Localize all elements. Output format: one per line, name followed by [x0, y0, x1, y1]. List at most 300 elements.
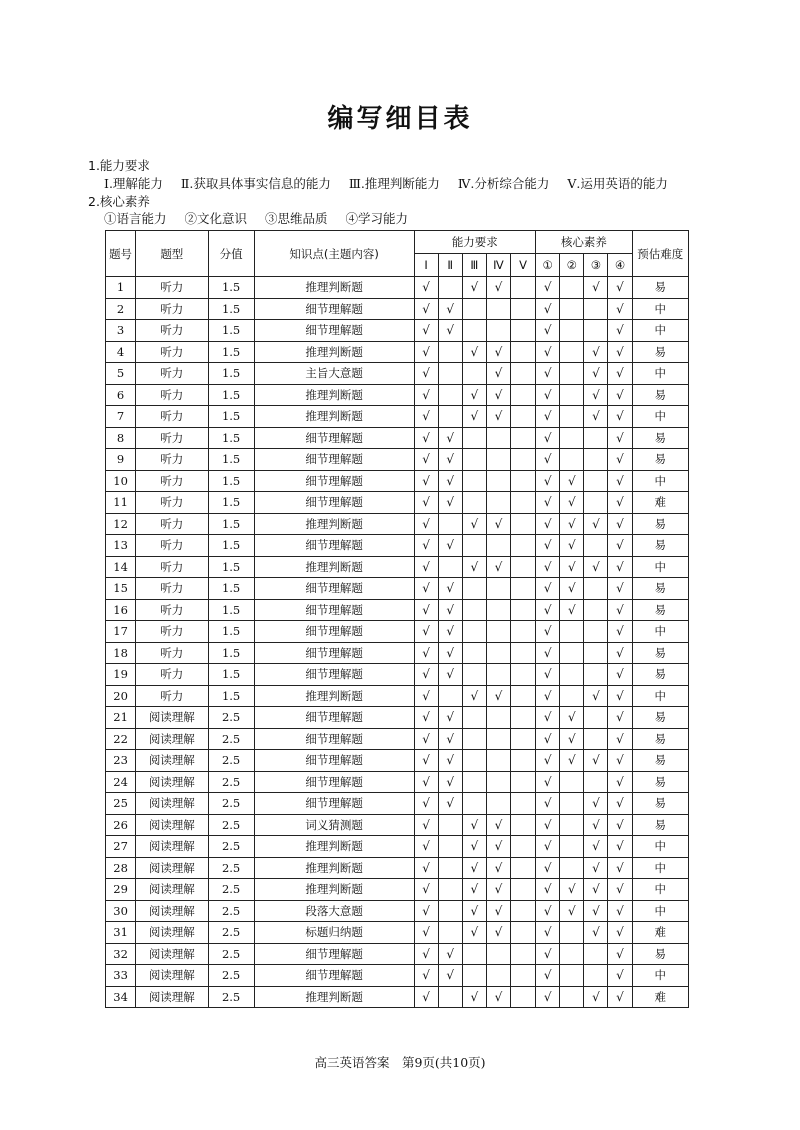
cell-type: 阅读理解: [136, 707, 208, 729]
cell-num: 19: [106, 664, 136, 686]
literacy-4-check: √: [608, 621, 632, 643]
ability-requirements-list: [104, 176, 682, 192]
ability-4-check: √: [486, 836, 510, 858]
literacy-3-check: √: [584, 793, 608, 815]
ability-2-check: [438, 814, 462, 836]
literacy-3-check: √: [584, 341, 608, 363]
cell-difficulty: 易: [632, 384, 688, 406]
cell-num: 16: [106, 599, 136, 621]
ability-3-check: √: [462, 341, 486, 363]
ability-5-check: [510, 406, 535, 428]
literacy-1-check: √: [536, 642, 560, 664]
ability-1-check: √: [414, 363, 438, 385]
table-row: [106, 470, 689, 492]
literacy-4-check: √: [608, 363, 632, 385]
cell-type: 听力: [136, 427, 208, 449]
literacy-1-check: √: [536, 578, 560, 600]
table-row: [106, 427, 689, 449]
literacy-3-check: √: [584, 384, 608, 406]
ability-4-check: [486, 728, 510, 750]
literacy-4-check: √: [608, 879, 632, 901]
literacy-2-check: [560, 664, 584, 686]
ability-2-check: √: [438, 470, 462, 492]
literacy-3-check: [584, 621, 608, 643]
cell-score: 2.5: [208, 814, 254, 836]
ability-3-check: [462, 599, 486, 621]
ability-1-check: √: [414, 384, 438, 406]
cell-score: 1.5: [208, 513, 254, 535]
literacy-2-check: √: [560, 900, 584, 922]
ability-3-check: [462, 320, 486, 342]
ability-3-check: [462, 642, 486, 664]
ability-2-check: [438, 879, 462, 901]
cell-num: 1: [106, 277, 136, 299]
cell-score: 1.5: [208, 277, 254, 299]
ability-3-check: [462, 793, 486, 815]
ability-5-check: [510, 535, 535, 557]
cell-topic: 细节理解题: [254, 728, 414, 750]
ability-4-check: [486, 621, 510, 643]
cell-topic: 细节理解题: [254, 793, 414, 815]
cell-topic: 推理判断题: [254, 406, 414, 428]
header-num: 题号: [106, 231, 136, 277]
literacy-4-check: √: [608, 599, 632, 621]
ability-5-check: [510, 771, 535, 793]
cell-topic: 推理判断题: [254, 341, 414, 363]
literacy-2-check: √: [560, 492, 584, 514]
ability-4-check: [486, 535, 510, 557]
ability-5-check: [510, 363, 535, 385]
cell-topic: 主旨大意题: [254, 363, 414, 385]
cell-type: 阅读理解: [136, 750, 208, 772]
cell-topic: 细节理解题: [254, 707, 414, 729]
literacy-1-check: √: [536, 449, 560, 471]
ability-4-check: [486, 664, 510, 686]
cell-topic: 推理判断题: [254, 986, 414, 1008]
literacy-3-check: [584, 728, 608, 750]
ability-2-check: √: [438, 427, 462, 449]
ability-2-check: √: [438, 728, 462, 750]
literacy-3-check: [584, 492, 608, 514]
cell-score: 1.5: [208, 599, 254, 621]
literacy-4-check: √: [608, 836, 632, 858]
ability-3-check: [462, 470, 486, 492]
literacy-1-check: √: [536, 771, 560, 793]
ability-2-check: [438, 986, 462, 1008]
ability-5-check: [510, 857, 535, 879]
literacy-3-check: [584, 578, 608, 600]
ability-5-check: [510, 513, 535, 535]
page-footer: 高三英语答案 第9页(共10页): [314, 1055, 486, 1070]
literacy-2-check: [560, 363, 584, 385]
cell-topic: 标题归纳题: [254, 922, 414, 944]
cell-difficulty: 中: [632, 470, 688, 492]
literacy-1-check: √: [536, 470, 560, 492]
ability-item-1: Ⅰ.理解能力: [104, 176, 163, 191]
section1-heading: 1.能力要求: [88, 158, 150, 173]
ability-4-check: √: [486, 900, 510, 922]
ability-5-check: [510, 728, 535, 750]
ability-5-check: [510, 470, 535, 492]
literacy-2-check: [560, 922, 584, 944]
ability-4-check: [486, 642, 510, 664]
ability-2-check: √: [438, 599, 462, 621]
cell-difficulty: 易: [632, 642, 688, 664]
ability-1-check: √: [414, 535, 438, 557]
ability-4-check: √: [486, 879, 510, 901]
cell-difficulty: 难: [632, 986, 688, 1008]
literacy-item-1: ①语言能力: [104, 211, 167, 226]
header-difficulty: 预估难度: [632, 231, 688, 277]
cell-score: 1.5: [208, 427, 254, 449]
cell-difficulty: 易: [632, 793, 688, 815]
cell-difficulty: 易: [632, 664, 688, 686]
ability-5-check: [510, 642, 535, 664]
ability-3-check: √: [462, 277, 486, 299]
ability-3-check: [462, 535, 486, 557]
table-row: [106, 406, 689, 428]
literacy-3-check: √: [584, 685, 608, 707]
ability-1-check: √: [414, 900, 438, 922]
ability-2-check: √: [438, 707, 462, 729]
cell-score: 2.5: [208, 922, 254, 944]
table-row: [106, 621, 689, 643]
cell-score: 1.5: [208, 406, 254, 428]
cell-type: 阅读理解: [136, 965, 208, 987]
ability-5-check: [510, 427, 535, 449]
literacy-4-check: √: [608, 277, 632, 299]
cell-num: 3: [106, 320, 136, 342]
literacy-1-check: √: [536, 621, 560, 643]
literacy-2-check: [560, 965, 584, 987]
cell-topic: 推理判断题: [254, 836, 414, 858]
cell-score: 2.5: [208, 750, 254, 772]
cell-difficulty: 易: [632, 599, 688, 621]
literacy-3-check: √: [584, 879, 608, 901]
ability-1-check: √: [414, 427, 438, 449]
literacy-4-check: √: [608, 298, 632, 320]
cell-difficulty: 易: [632, 771, 688, 793]
ability-4-check: [486, 470, 510, 492]
header-ability-4: Ⅳ: [486, 254, 510, 277]
literacy-1-check: √: [536, 750, 560, 772]
ability-4-check: [486, 943, 510, 965]
literacy-3-check: √: [584, 513, 608, 535]
cell-type: 阅读理解: [136, 728, 208, 750]
ability-1-check: √: [414, 341, 438, 363]
cell-type: 阅读理解: [136, 814, 208, 836]
cell-num: 33: [106, 965, 136, 987]
literacy-3-check: √: [584, 986, 608, 1008]
literacy-1-check: √: [536, 492, 560, 514]
literacy-2-check: √: [560, 578, 584, 600]
cell-num: 23: [106, 750, 136, 772]
ability-3-check: √: [462, 836, 486, 858]
table-row: [106, 513, 689, 535]
table-row: [106, 341, 689, 363]
ability-3-check: √: [462, 900, 486, 922]
table-row: [106, 599, 689, 621]
header-ability: 能力要求: [414, 231, 536, 254]
ability-2-check: [438, 857, 462, 879]
literacy-3-check: [584, 298, 608, 320]
ability-2-check: √: [438, 449, 462, 471]
cell-num: 31: [106, 922, 136, 944]
literacy-3-check: √: [584, 857, 608, 879]
ability-5-check: [510, 965, 535, 987]
cell-topic: 推理判断题: [254, 277, 414, 299]
ability-5-check: [510, 685, 535, 707]
ability-4-check: [486, 578, 510, 600]
header-literacy-3: ③: [584, 254, 608, 277]
ability-item-4: Ⅳ.分析综合能力: [457, 176, 550, 191]
cell-topic: 细节理解题: [254, 664, 414, 686]
cell-num: 9: [106, 449, 136, 471]
cell-score: 1.5: [208, 642, 254, 664]
cell-topic: 推理判断题: [254, 513, 414, 535]
cell-type: 阅读理解: [136, 793, 208, 815]
ability-3-check: √: [462, 922, 486, 944]
header-ability-1: Ⅰ: [414, 254, 438, 277]
section2-heading: 2.核心素养: [88, 194, 150, 209]
ability-1-check: √: [414, 513, 438, 535]
ability-1-check: √: [414, 599, 438, 621]
ability-1-check: √: [414, 685, 438, 707]
ability-1-check: √: [414, 728, 438, 750]
literacy-4-check: √: [608, 470, 632, 492]
literacy-1-check: √: [536, 707, 560, 729]
ability-4-check: [486, 750, 510, 772]
ability-5-check: [510, 814, 535, 836]
core-literacy-heading: [88, 194, 150, 210]
literacy-3-check: √: [584, 556, 608, 578]
ability-1-check: √: [414, 771, 438, 793]
literacy-3-check: [584, 642, 608, 664]
cell-num: 20: [106, 685, 136, 707]
literacy-4-check: √: [608, 341, 632, 363]
literacy-2-check: √: [560, 728, 584, 750]
cell-score: 1.5: [208, 535, 254, 557]
literacy-3-check: √: [584, 922, 608, 944]
ability-3-check: [462, 298, 486, 320]
cell-num: 10: [106, 470, 136, 492]
ability-2-check: √: [438, 535, 462, 557]
literacy-1-check: √: [536, 298, 560, 320]
literacy-4-check: √: [608, 814, 632, 836]
ability-1-check: √: [414, 965, 438, 987]
ability-4-check: [486, 298, 510, 320]
ability-2-check: [438, 900, 462, 922]
cell-num: 4: [106, 341, 136, 363]
table-row: [106, 750, 689, 772]
literacy-4-check: √: [608, 793, 632, 815]
cell-num: 17: [106, 621, 136, 643]
cell-type: 听力: [136, 556, 208, 578]
ability-3-check: √: [462, 384, 486, 406]
literacy-4-check: √: [608, 556, 632, 578]
literacy-1-check: √: [536, 943, 560, 965]
literacy-item-4: ④学习能力: [345, 211, 409, 226]
ability-4-check: √: [486, 341, 510, 363]
ability-3-check: √: [462, 814, 486, 836]
cell-num: 7: [106, 406, 136, 428]
cell-score: 2.5: [208, 771, 254, 793]
cell-score: 1.5: [208, 298, 254, 320]
literacy-1-check: √: [536, 535, 560, 557]
table-row: [106, 922, 689, 944]
cell-num: 15: [106, 578, 136, 600]
ability-5-check: [510, 556, 535, 578]
literacy-2-check: √: [560, 879, 584, 901]
ability-1-check: √: [414, 922, 438, 944]
cell-difficulty: 易: [632, 578, 688, 600]
cell-score: 1.5: [208, 492, 254, 514]
cell-score: 2.5: [208, 879, 254, 901]
ability-4-check: [486, 707, 510, 729]
ability-requirements-heading: [88, 158, 150, 174]
literacy-4-check: √: [608, 535, 632, 557]
ability-5-check: [510, 879, 535, 901]
cell-topic: 细节理解题: [254, 320, 414, 342]
cell-difficulty: 中: [632, 320, 688, 342]
literacy-3-check: [584, 771, 608, 793]
ability-4-check: √: [486, 513, 510, 535]
ability-1-check: √: [414, 470, 438, 492]
header-literacy-1: ①: [536, 254, 560, 277]
literacy-1-check: √: [536, 277, 560, 299]
literacy-1-check: √: [536, 922, 560, 944]
cell-num: 18: [106, 642, 136, 664]
ability-4-check: [486, 599, 510, 621]
cell-difficulty: 易: [632, 750, 688, 772]
table-row: [106, 707, 689, 729]
literacy-2-check: √: [560, 513, 584, 535]
ability-3-check: [462, 707, 486, 729]
cell-topic: 细节理解题: [254, 750, 414, 772]
cell-score: 1.5: [208, 556, 254, 578]
literacy-4-check: √: [608, 728, 632, 750]
literacy-3-check: [584, 664, 608, 686]
literacy-2-check: [560, 298, 584, 320]
literacy-2-check: √: [560, 556, 584, 578]
ability-2-check: √: [438, 298, 462, 320]
cell-difficulty: 中: [632, 685, 688, 707]
table-row: [106, 642, 689, 664]
ability-5-check: [510, 621, 535, 643]
cell-num: 26: [106, 814, 136, 836]
literacy-2-check: √: [560, 535, 584, 557]
literacy-2-check: [560, 320, 584, 342]
ability-5-check: [510, 943, 535, 965]
cell-type: 听力: [136, 277, 208, 299]
literacy-3-check: √: [584, 406, 608, 428]
literacy-3-check: [584, 965, 608, 987]
cell-score: 1.5: [208, 664, 254, 686]
cell-type: 听力: [136, 406, 208, 428]
cell-topic: 细节理解题: [254, 470, 414, 492]
ability-3-check: [462, 750, 486, 772]
literacy-4-check: √: [608, 320, 632, 342]
ability-1-check: √: [414, 836, 438, 858]
ability-1-check: √: [414, 492, 438, 514]
ability-1-check: √: [414, 793, 438, 815]
cell-type: 听力: [136, 470, 208, 492]
literacy-4-check: √: [608, 707, 632, 729]
literacy-1-check: √: [536, 836, 560, 858]
cell-score: 1.5: [208, 384, 254, 406]
literacy-3-check: [584, 599, 608, 621]
table-body: [106, 277, 689, 1008]
ability-1-check: √: [414, 449, 438, 471]
cell-topic: 细节理解题: [254, 578, 414, 600]
ability-2-check: √: [438, 965, 462, 987]
cell-score: 2.5: [208, 965, 254, 987]
literacy-2-check: [560, 814, 584, 836]
cell-num: 27: [106, 836, 136, 858]
cell-difficulty: 中: [632, 298, 688, 320]
ability-3-check: √: [462, 857, 486, 879]
literacy-item-3: ③思维品质: [265, 211, 328, 226]
ability-2-check: [438, 922, 462, 944]
literacy-2-check: [560, 449, 584, 471]
literacy-1-check: √: [536, 320, 560, 342]
cell-difficulty: 难: [632, 492, 688, 514]
ability-2-check: √: [438, 943, 462, 965]
cell-topic: 推理判断题: [254, 857, 414, 879]
cell-type: 听力: [136, 664, 208, 686]
cell-difficulty: 易: [632, 814, 688, 836]
cell-difficulty: 中: [632, 965, 688, 987]
literacy-4-check: √: [608, 427, 632, 449]
ability-1-check: √: [414, 556, 438, 578]
literacy-2-check: [560, 685, 584, 707]
literacy-2-check: [560, 341, 584, 363]
literacy-4-check: √: [608, 642, 632, 664]
literacy-3-check: [584, 427, 608, 449]
header-ability-5: Ⅴ: [510, 254, 535, 277]
ability-1-check: √: [414, 943, 438, 965]
table-row: [106, 814, 689, 836]
header-ability-2: Ⅱ: [438, 254, 462, 277]
table-row: [106, 578, 689, 600]
ability-3-check: √: [462, 986, 486, 1008]
ability-2-check: [438, 384, 462, 406]
literacy-2-check: [560, 857, 584, 879]
cell-type: 阅读理解: [136, 771, 208, 793]
ability-5-check: [510, 922, 535, 944]
cell-topic: 细节理解题: [254, 535, 414, 557]
cell-type: 阅读理解: [136, 943, 208, 965]
literacy-4-check: √: [608, 384, 632, 406]
header-literacy-4: ④: [608, 254, 632, 277]
literacy-4-check: √: [608, 900, 632, 922]
literacy-1-check: √: [536, 879, 560, 901]
ability-3-check: [462, 771, 486, 793]
table-row: [106, 900, 689, 922]
literacy-1-check: √: [536, 965, 560, 987]
table-row: [106, 449, 689, 471]
literacy-4-check: √: [608, 943, 632, 965]
literacy-4-check: √: [608, 449, 632, 471]
ability-2-check: √: [438, 578, 462, 600]
ability-5-check: [510, 900, 535, 922]
table-row: [106, 986, 689, 1008]
cell-score: 2.5: [208, 857, 254, 879]
literacy-3-check: √: [584, 750, 608, 772]
ability-4-check: √: [486, 384, 510, 406]
ability-1-check: √: [414, 320, 438, 342]
literacy-1-check: √: [536, 513, 560, 535]
